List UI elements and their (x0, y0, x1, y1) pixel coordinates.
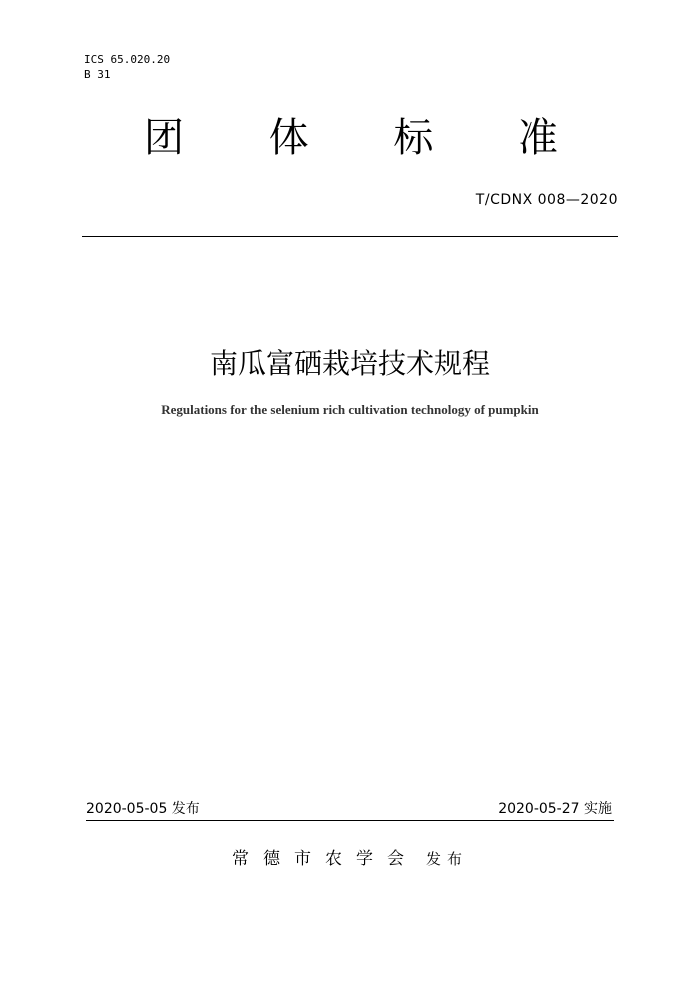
ics-code: ICS 65.020.20 (84, 53, 171, 66)
footer-divider (86, 820, 614, 821)
standard-type-char: 团 (144, 115, 184, 161)
publisher-line (0, 844, 700, 869)
standard-type-heading (84, 112, 618, 164)
implement-date: 2020-05-27 实施 (498, 801, 612, 817)
standard-number: T/CDNX 008—2020 (475, 192, 618, 208)
classification-codes (84, 52, 170, 82)
document-title: 南瓜富硒栽培技术规程 (209, 347, 490, 380)
standard-type-char: 体 (268, 115, 309, 161)
publisher-suffix: 发布 (425, 850, 468, 868)
publisher-name: 常德市农学会 (231, 849, 418, 869)
publish-date: 2020-05-05 发布 (86, 801, 200, 817)
standard-type-char: 准 (517, 115, 558, 161)
standard-type-char: 标 (393, 115, 434, 161)
header-divider (82, 236, 618, 237)
ccs-code: B 31 (84, 68, 111, 81)
document-subtitle-english: Regulations for the selenium rich cultivation technology of pumpkin (161, 402, 539, 417)
